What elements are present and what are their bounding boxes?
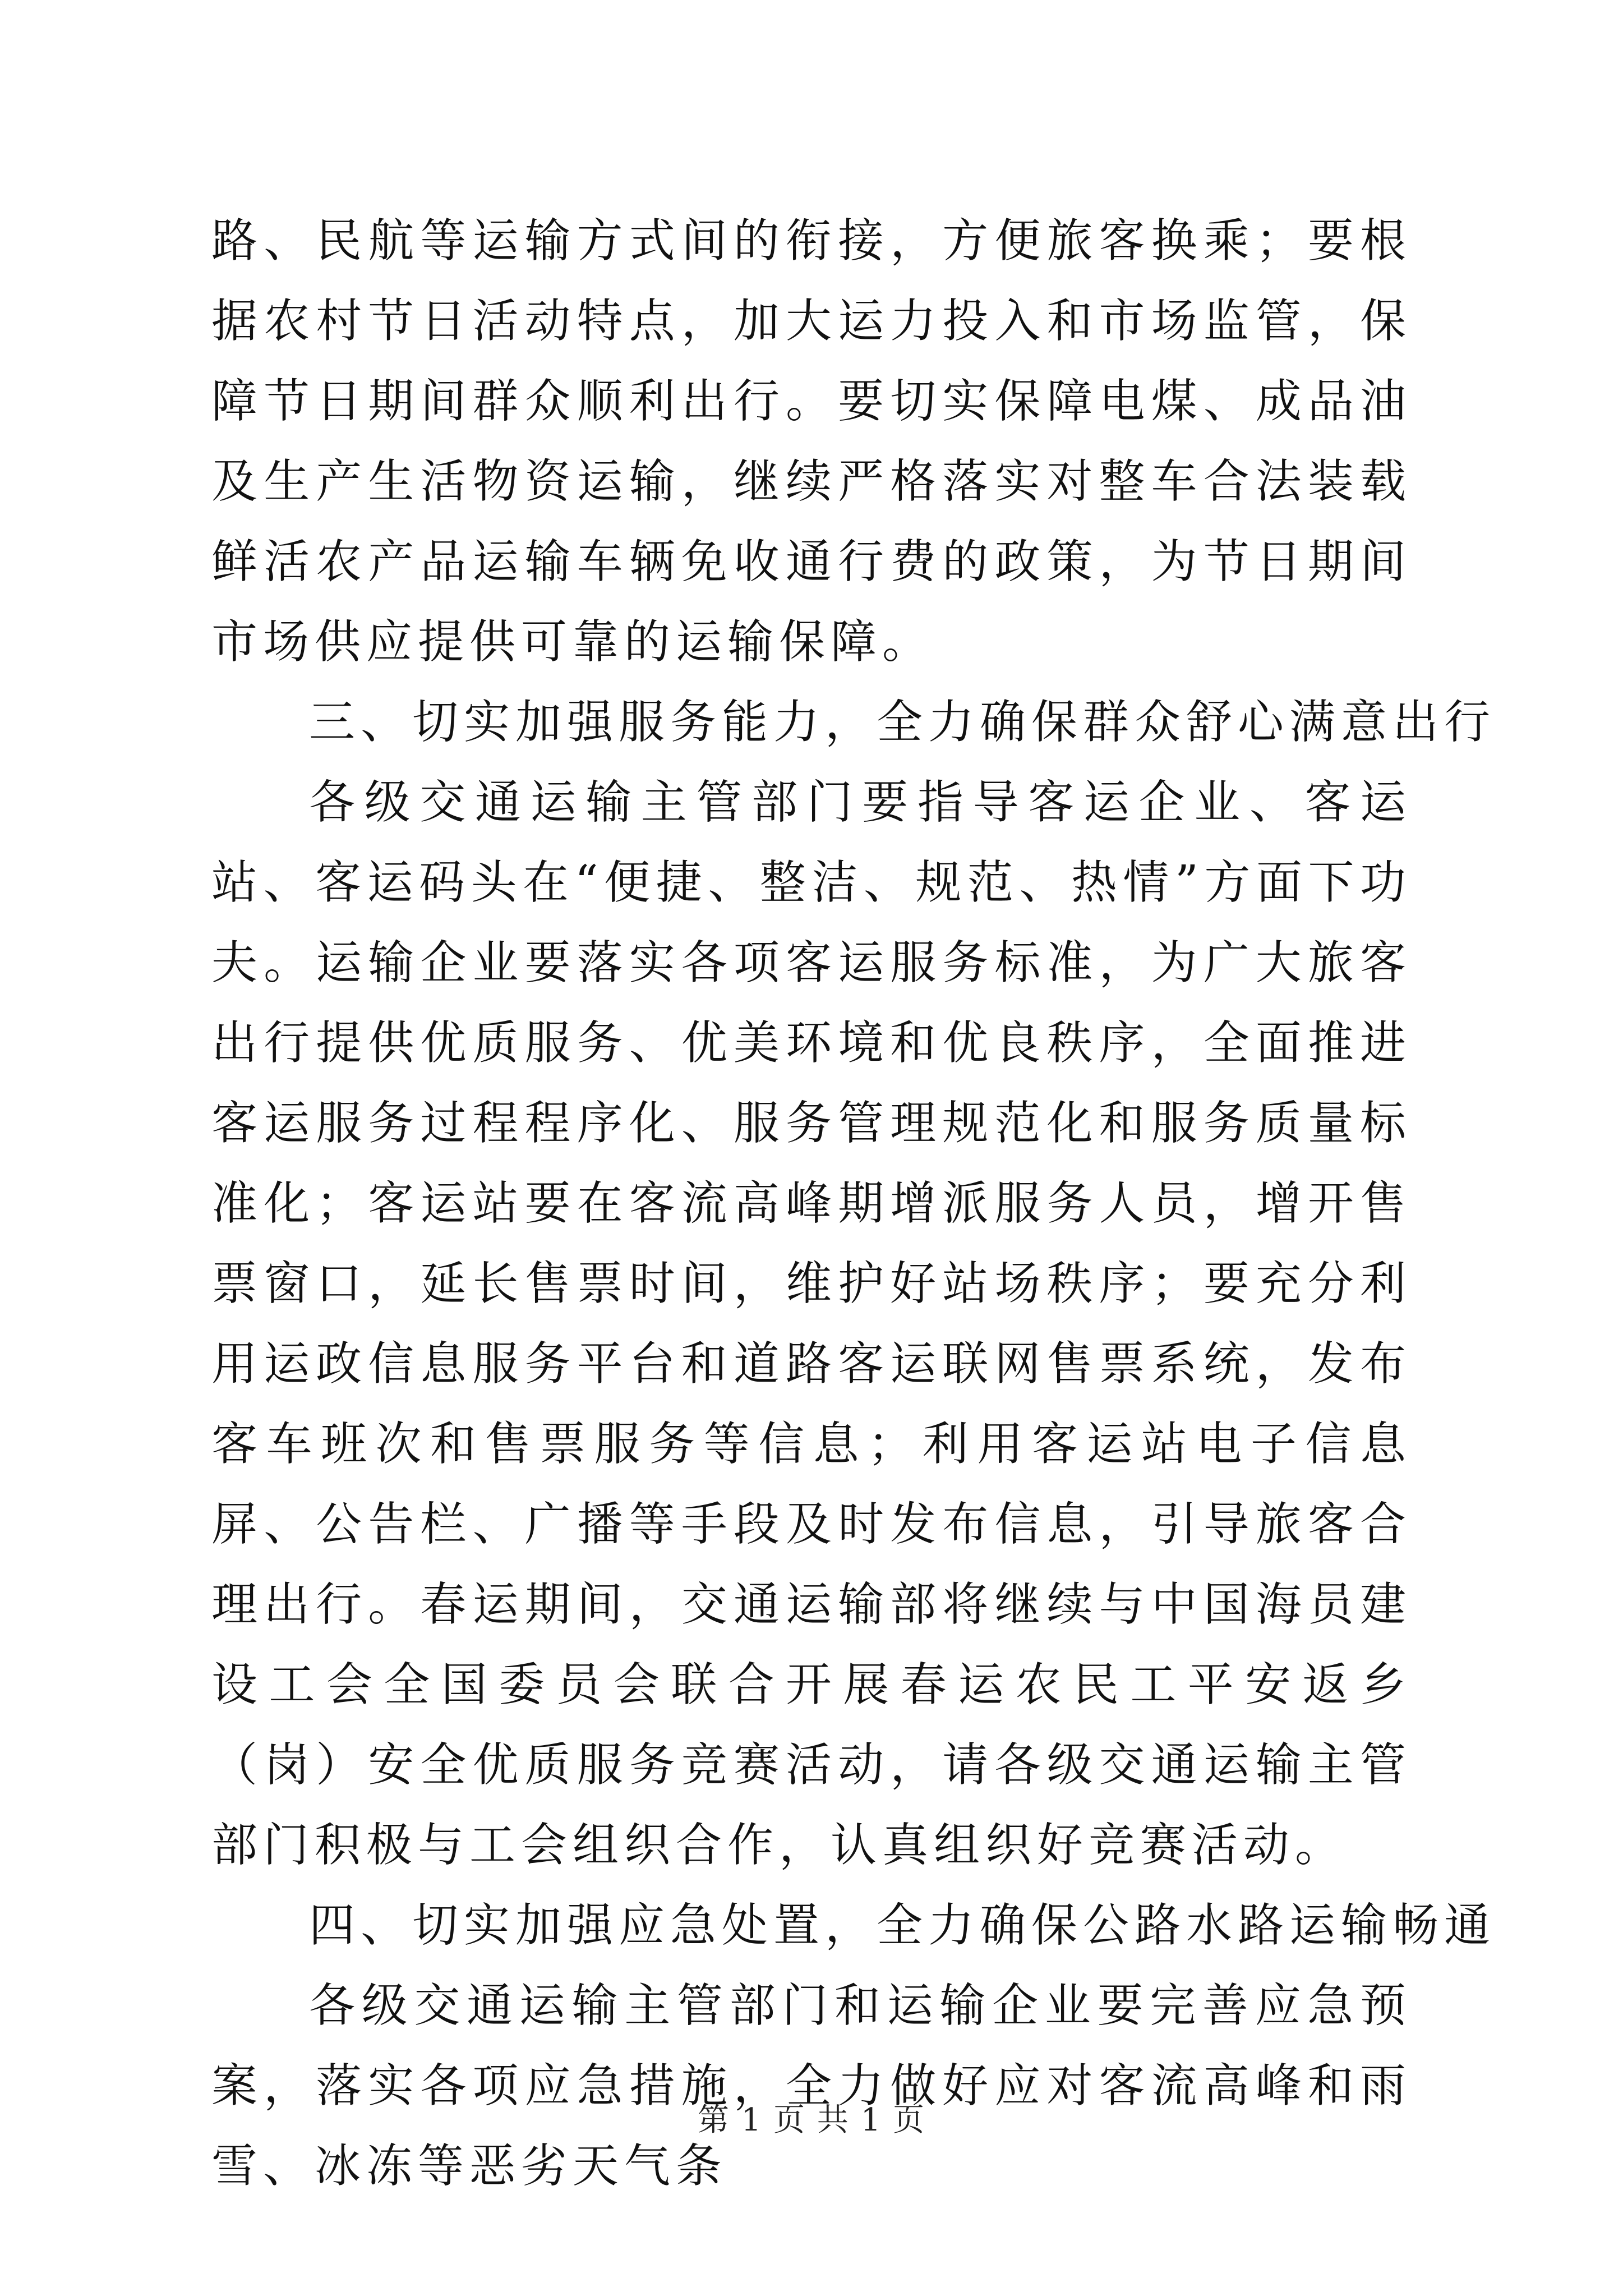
section-heading-3: 三、切实加强服务能力，全力确保群众舒心满意出行 xyxy=(309,696,1496,749)
paragraph-emergency: 各级交通运输主管部门和运输企业要完善应急预案，落实各项应急措施，全力做好应对客流高峰和雨雪、冰冻等恶劣天气条 xyxy=(211,1979,1412,2193)
section-heading-4: 四、切实加强应急处置，全力确保公路水路运输畅通 xyxy=(309,1899,1496,1952)
page-footer: 第 1 页 共 1 页 xyxy=(697,2102,926,2138)
paragraph-service: 各级交通运输主管部门要指导客运企业、客运站、客运码头在“便捷、整洁、规范、热情”方面下功夫。运输企业要落实各项客运服务标准，为广大旅客出行提供优质服务、优美环境和优良秩序，全面推进客运服务过程程序化、服务管理规范化和服务质量标准化；客运站要在客流高峰期增派服务人员，增开售票窗口，延长售票时间，维护好站场秩序；要充分利用运政信息服务平台和道路客运联网售票系统，发布客车班次和售票服务等信息；利用客运站电子信息屏、公告栏、广播等手段及时发布信息，引导旅客合理出行。春运期间，交通运输部将继续与中国海员建设工会全国委员会联合开展春运农民工平安返乡（岗）安全优质服务竞赛活动，请各级交通运输主管部门积极与工会组织合作，认真组织好竞赛活动。 xyxy=(211,776,1412,1872)
paragraph-continuation: 路、民航等运输方式间的衔接，方便旅客换乘；要根据农村节日活动特点，加大运力投入和市场监管，保障节日期间群众顺利出行。要切实保障电煤、成品油及生产生活物资运输，继续严格落实对整车合法装载鲜活农产品运输车辆免收通行费的政策，为节日期间市场供应提供可靠的运输保障。 xyxy=(211,214,1412,669)
document-body xyxy=(211,201,1496,2206)
